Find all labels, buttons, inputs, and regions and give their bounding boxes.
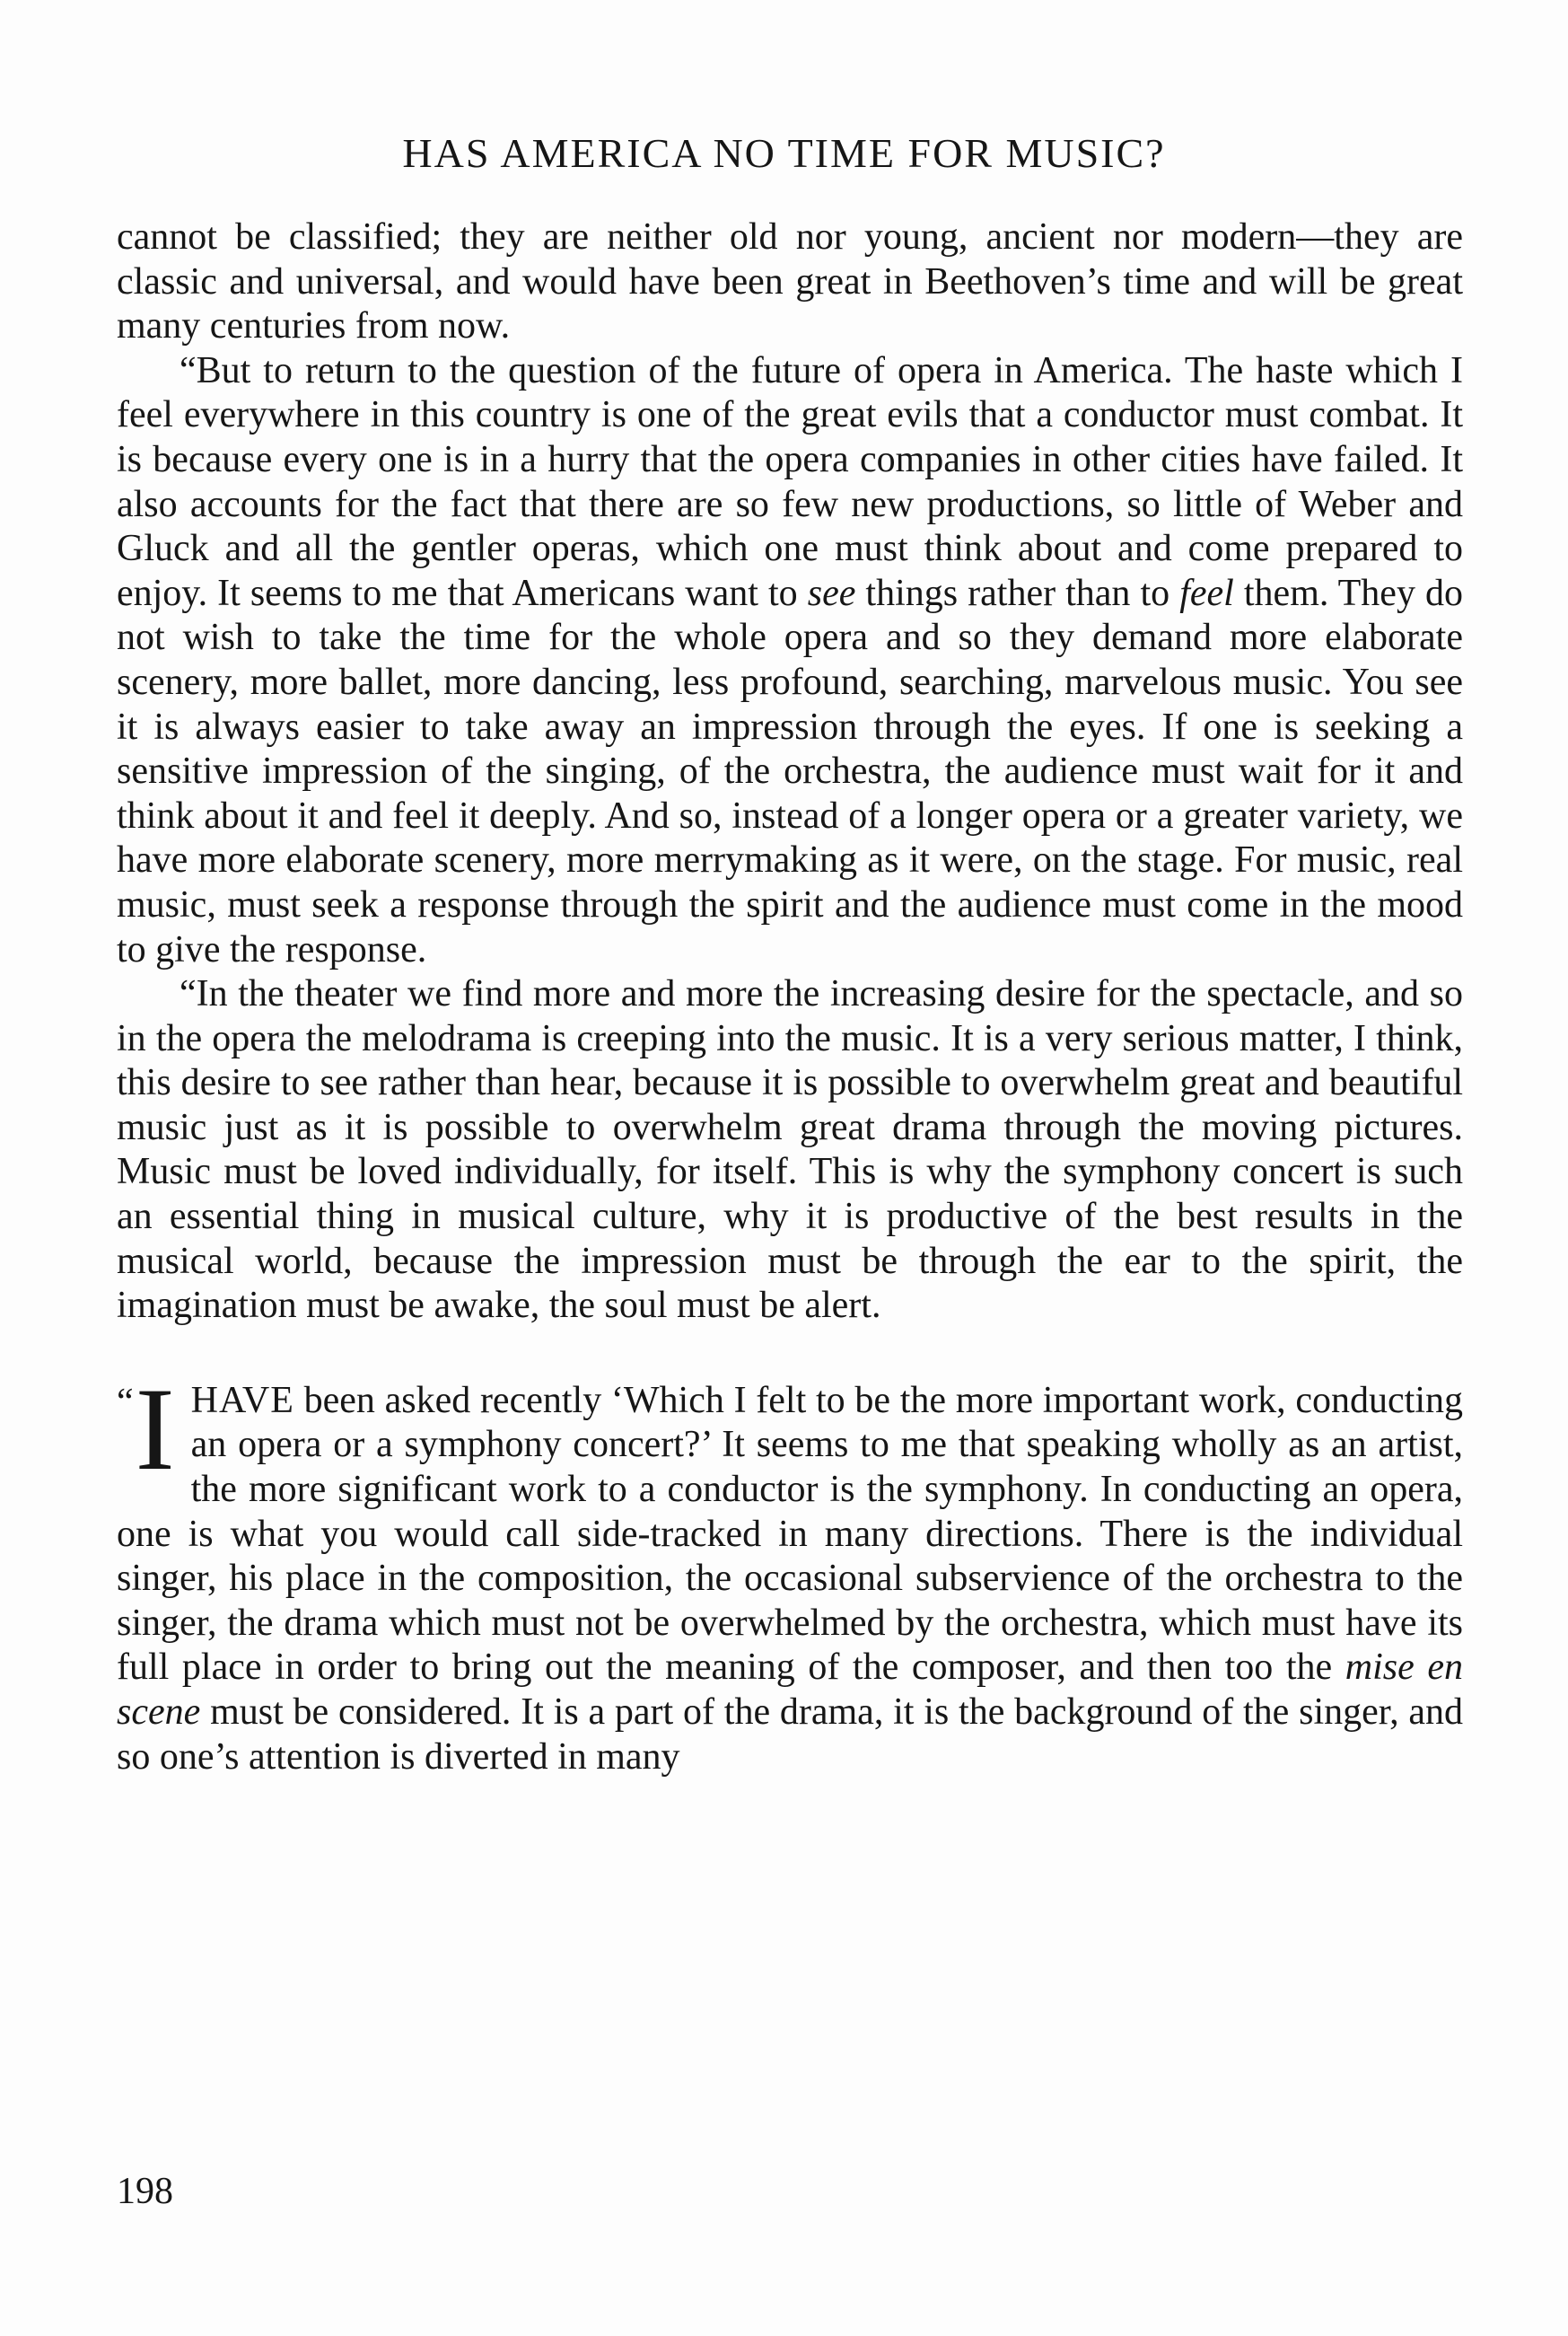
paragraph-opera-haste — [117, 349, 1463, 972]
text-run: been asked recently ‘Which I felt to be the more important work, conducting an opera or a symphony concert?’ It seems to me that speaking wholly as an artist, the more significant work to a conductor is the symphony. In conducting an opera, one is what you would call side-tracked in many directions. There is the individual singer, his place in the composition, the occasional subservience of the orchestra to the singer, the drama which must not be overwhelmed by the orchestra, which must have its full place in order to bring out the meaning of the composer, and then too the — [117, 1379, 1463, 1689]
italic-feel: feel — [1179, 572, 1234, 614]
italic-mise-en-scene: mise en scene — [117, 1647, 1463, 1733]
text-run: them. They do not wish to take the time for the whole opera and so they demand more elaborate scenery, more ballet, more dancing, less profound, searching, marvelous music. You see it is always easier to take away an impression through the eyes. If one is seeking a sensitive impression of the singing, of the orchestra, the audience must wait for it and think about it and feel it deeply. And so, instead of a longer opera or a greater variety, we have more elaborate scenery, more merrymaking as it were, on the stage. For music, real music, must seek a response through the spirit and the audience must come in the mood to give the response. — [117, 572, 1463, 970]
drop-cap-block — [117, 1362, 175, 1495]
open-quote: “ — [117, 1381, 134, 1423]
running-head: HAS AMERICA NO TIME FOR MUSIC? — [402, 130, 1166, 176]
text-run: things rather than to — [855, 572, 1180, 614]
italic-see: see — [807, 572, 856, 614]
drop-cap-letter: I — [135, 1362, 175, 1495]
text-run: “But to return to the question of the future of opera in America. The haste which I feel everywhere in this country is one of the great evils that a conductor must combat. It is because every one is in a hurry that the opera companies in other cities have failed. It also accounts for the fact that there are so few new productions, so little of Weber and Gluck and all the gentler operas, which one must think about and come prepared to enjoy. It seems to me that Americans want to — [117, 349, 1463, 614]
text-run: must be considered. It is a part of the drama, it is the background of the singer, and so one’s attention is diverted in many — [117, 1691, 1463, 1778]
paragraph-theater-spectacle: “In the theater we find more and more the increasing desire for the spectacle, and so in the opera the melodrama is creeping into the music. It is a very serious matter, I think, this desire to see rather than hear, because it is possible to overwhelm great and beautiful music just as it is possible to overwhelm great drama through the moving pictures. Music must be loved individually, for itself. This is why the symphony concert is such an essential thing in musical culture, why it is productive of the best results in the musical world, because the impression must be through the ear to the spirit, the imagination must be awake, the soul must be alert. — [117, 973, 1463, 1327]
page-number: 198 — [117, 2171, 173, 2212]
lead-word: HAVE — [190, 1379, 294, 1421]
body-text — [117, 215, 1463, 1779]
paragraph-symphony — [117, 1362, 1463, 1779]
paragraph-continuation: cannot be classified; they are neither old nor young, ancient nor modern—they are classic and universal, and would have been great in Beethoven’s time and will be great many centuries from now. — [117, 216, 1463, 347]
